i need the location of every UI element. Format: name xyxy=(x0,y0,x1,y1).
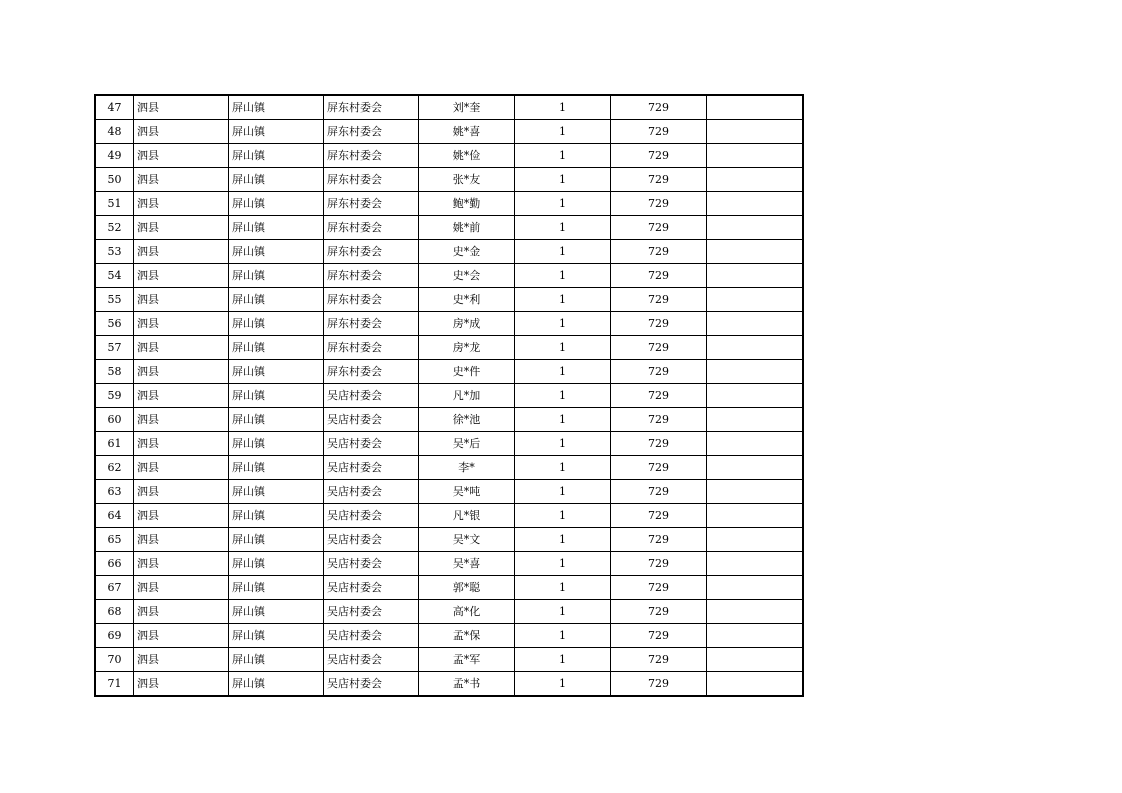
row-number-cell: 55 xyxy=(95,288,134,312)
count-cell: 1 xyxy=(515,95,611,120)
table-row xyxy=(95,360,803,384)
village-cell: 屏东村委会 xyxy=(324,264,419,288)
person-name-cell: 史*金 xyxy=(419,240,515,264)
row-number-cell: 67 xyxy=(95,576,134,600)
note-cell xyxy=(707,672,804,697)
amount-cell: 729 xyxy=(611,360,707,384)
row-number-cell: 62 xyxy=(95,456,134,480)
village-cell: 屏东村委会 xyxy=(324,360,419,384)
person-name-cell: 孟*军 xyxy=(419,648,515,672)
person-name-cell: 凡*加 xyxy=(419,384,515,408)
village-cell: 屏东村委会 xyxy=(324,312,419,336)
county-cell: 泗县 xyxy=(134,168,229,192)
amount-cell: 729 xyxy=(611,120,707,144)
row-number-cell: 56 xyxy=(95,312,134,336)
table-row xyxy=(95,240,803,264)
person-name-cell: 刘*奎 xyxy=(419,95,515,120)
note-cell xyxy=(707,456,804,480)
table-row xyxy=(95,600,803,624)
row-number-cell: 64 xyxy=(95,504,134,528)
county-cell: 泗县 xyxy=(134,408,229,432)
town-cell: 屏山镇 xyxy=(229,600,324,624)
data-sheet xyxy=(94,94,804,697)
village-cell: 吴店村委会 xyxy=(324,456,419,480)
amount-cell: 729 xyxy=(611,624,707,648)
village-cell: 吴店村委会 xyxy=(324,552,419,576)
county-cell: 泗县 xyxy=(134,288,229,312)
person-name-cell: 凡*银 xyxy=(419,504,515,528)
village-cell: 屏东村委会 xyxy=(324,95,419,120)
amount-cell: 729 xyxy=(611,576,707,600)
person-name-cell: 吴*喜 xyxy=(419,552,515,576)
amount-cell: 729 xyxy=(611,600,707,624)
table-row xyxy=(95,336,803,360)
person-name-cell: 房*龙 xyxy=(419,336,515,360)
note-cell xyxy=(707,240,804,264)
person-name-cell: 房*成 xyxy=(419,312,515,336)
note-cell xyxy=(707,264,804,288)
note-cell xyxy=(707,95,804,120)
person-name-cell: 徐*池 xyxy=(419,408,515,432)
table-row xyxy=(95,624,803,648)
village-cell: 屏东村委会 xyxy=(324,336,419,360)
count-cell: 1 xyxy=(515,528,611,552)
count-cell: 1 xyxy=(515,480,611,504)
count-cell: 1 xyxy=(515,144,611,168)
person-name-cell: 孟*书 xyxy=(419,672,515,697)
county-cell: 泗县 xyxy=(134,384,229,408)
county-cell: 泗县 xyxy=(134,456,229,480)
row-number-cell: 59 xyxy=(95,384,134,408)
county-cell: 泗县 xyxy=(134,240,229,264)
count-cell: 1 xyxy=(515,408,611,432)
town-cell: 屏山镇 xyxy=(229,480,324,504)
note-cell xyxy=(707,552,804,576)
county-cell: 泗县 xyxy=(134,600,229,624)
person-name-cell: 史*件 xyxy=(419,360,515,384)
note-cell xyxy=(707,576,804,600)
row-number-cell: 48 xyxy=(95,120,134,144)
person-name-cell: 史*利 xyxy=(419,288,515,312)
table-row xyxy=(95,576,803,600)
note-cell xyxy=(707,600,804,624)
county-cell: 泗县 xyxy=(134,552,229,576)
amount-cell: 729 xyxy=(611,648,707,672)
row-number-cell: 66 xyxy=(95,552,134,576)
note-cell xyxy=(707,384,804,408)
count-cell: 1 xyxy=(515,264,611,288)
village-cell: 屏东村委会 xyxy=(324,288,419,312)
row-number-cell: 49 xyxy=(95,144,134,168)
row-number-cell: 60 xyxy=(95,408,134,432)
town-cell: 屏山镇 xyxy=(229,456,324,480)
note-cell xyxy=(707,480,804,504)
county-cell: 泗县 xyxy=(134,480,229,504)
village-cell: 吴店村委会 xyxy=(324,408,419,432)
amount-cell: 729 xyxy=(611,480,707,504)
county-cell: 泗县 xyxy=(134,192,229,216)
subsidy-table xyxy=(94,94,804,697)
note-cell xyxy=(707,288,804,312)
amount-cell: 729 xyxy=(611,456,707,480)
row-number-cell: 53 xyxy=(95,240,134,264)
note-cell xyxy=(707,408,804,432)
amount-cell: 729 xyxy=(611,336,707,360)
table-row xyxy=(95,504,803,528)
count-cell: 1 xyxy=(515,120,611,144)
town-cell: 屏山镇 xyxy=(229,384,324,408)
village-cell: 吴店村委会 xyxy=(324,600,419,624)
person-name-cell: 吴*吨 xyxy=(419,480,515,504)
person-name-cell: 吴*后 xyxy=(419,432,515,456)
person-name-cell: 孟*保 xyxy=(419,624,515,648)
table-row xyxy=(95,456,803,480)
table-row xyxy=(95,144,803,168)
amount-cell: 729 xyxy=(611,144,707,168)
amount-cell: 729 xyxy=(611,312,707,336)
note-cell xyxy=(707,504,804,528)
row-number-cell: 65 xyxy=(95,528,134,552)
county-cell: 泗县 xyxy=(134,264,229,288)
count-cell: 1 xyxy=(515,240,611,264)
note-cell xyxy=(707,360,804,384)
note-cell xyxy=(707,168,804,192)
amount-cell: 729 xyxy=(611,264,707,288)
county-cell: 泗县 xyxy=(134,144,229,168)
person-name-cell: 郭*聪 xyxy=(419,576,515,600)
village-cell: 吴店村委会 xyxy=(324,384,419,408)
table-row xyxy=(95,408,803,432)
table-row xyxy=(95,648,803,672)
town-cell: 屏山镇 xyxy=(229,552,324,576)
amount-cell: 729 xyxy=(611,672,707,697)
row-number-cell: 51 xyxy=(95,192,134,216)
person-name-cell: 吴*文 xyxy=(419,528,515,552)
note-cell xyxy=(707,120,804,144)
note-cell xyxy=(707,216,804,240)
amount-cell: 729 xyxy=(611,216,707,240)
table-row xyxy=(95,216,803,240)
village-cell: 吴店村委会 xyxy=(324,624,419,648)
village-cell: 吴店村委会 xyxy=(324,648,419,672)
town-cell: 屏山镇 xyxy=(229,192,324,216)
row-number-cell: 58 xyxy=(95,360,134,384)
town-cell: 屏山镇 xyxy=(229,432,324,456)
village-cell: 吴店村委会 xyxy=(324,528,419,552)
village-cell: 屏东村委会 xyxy=(324,216,419,240)
county-cell: 泗县 xyxy=(134,624,229,648)
town-cell: 屏山镇 xyxy=(229,264,324,288)
county-cell: 泗县 xyxy=(134,432,229,456)
county-cell: 泗县 xyxy=(134,216,229,240)
person-name-cell: 李* xyxy=(419,456,515,480)
row-number-cell: 70 xyxy=(95,648,134,672)
count-cell: 1 xyxy=(515,336,611,360)
note-cell xyxy=(707,648,804,672)
county-cell: 泗县 xyxy=(134,360,229,384)
row-number-cell: 52 xyxy=(95,216,134,240)
table-row xyxy=(95,288,803,312)
count-cell: 1 xyxy=(515,504,611,528)
count-cell: 1 xyxy=(515,600,611,624)
town-cell: 屏山镇 xyxy=(229,336,324,360)
county-cell: 泗县 xyxy=(134,336,229,360)
village-cell: 吴店村委会 xyxy=(324,480,419,504)
table-row xyxy=(95,120,803,144)
table-row xyxy=(95,312,803,336)
amount-cell: 729 xyxy=(611,552,707,576)
person-name-cell: 高*化 xyxy=(419,600,515,624)
amount-cell: 729 xyxy=(611,192,707,216)
town-cell: 屏山镇 xyxy=(229,624,324,648)
table-row xyxy=(95,384,803,408)
count-cell: 1 xyxy=(515,288,611,312)
village-cell: 屏东村委会 xyxy=(324,240,419,264)
amount-cell: 729 xyxy=(611,432,707,456)
village-cell: 屏东村委会 xyxy=(324,192,419,216)
row-number-cell: 47 xyxy=(95,95,134,120)
person-name-cell: 姚*俭 xyxy=(419,144,515,168)
count-cell: 1 xyxy=(515,624,611,648)
count-cell: 1 xyxy=(515,432,611,456)
table-body xyxy=(95,95,803,696)
amount-cell: 729 xyxy=(611,95,707,120)
town-cell: 屏山镇 xyxy=(229,144,324,168)
amount-cell: 729 xyxy=(611,384,707,408)
village-cell: 屏东村委会 xyxy=(324,168,419,192)
county-cell: 泗县 xyxy=(134,120,229,144)
county-cell: 泗县 xyxy=(134,648,229,672)
note-cell xyxy=(707,192,804,216)
count-cell: 1 xyxy=(515,360,611,384)
count-cell: 1 xyxy=(515,168,611,192)
note-cell xyxy=(707,336,804,360)
row-number-cell: 68 xyxy=(95,600,134,624)
count-cell: 1 xyxy=(515,672,611,697)
count-cell: 1 xyxy=(515,216,611,240)
town-cell: 屏山镇 xyxy=(229,216,324,240)
note-cell xyxy=(707,432,804,456)
amount-cell: 729 xyxy=(611,528,707,552)
table-row xyxy=(95,264,803,288)
row-number-cell: 69 xyxy=(95,624,134,648)
town-cell: 屏山镇 xyxy=(229,360,324,384)
table-row xyxy=(95,480,803,504)
person-name-cell: 姚*喜 xyxy=(419,120,515,144)
town-cell: 屏山镇 xyxy=(229,288,324,312)
amount-cell: 729 xyxy=(611,288,707,312)
county-cell: 泗县 xyxy=(134,504,229,528)
county-cell: 泗县 xyxy=(134,312,229,336)
table-row xyxy=(95,528,803,552)
person-name-cell: 张*友 xyxy=(419,168,515,192)
village-cell: 屏东村委会 xyxy=(324,144,419,168)
amount-cell: 729 xyxy=(611,504,707,528)
count-cell: 1 xyxy=(515,648,611,672)
row-number-cell: 61 xyxy=(95,432,134,456)
town-cell: 屏山镇 xyxy=(229,95,324,120)
count-cell: 1 xyxy=(515,552,611,576)
town-cell: 屏山镇 xyxy=(229,120,324,144)
table-row xyxy=(95,168,803,192)
town-cell: 屏山镇 xyxy=(229,672,324,697)
row-number-cell: 63 xyxy=(95,480,134,504)
town-cell: 屏山镇 xyxy=(229,576,324,600)
town-cell: 屏山镇 xyxy=(229,408,324,432)
town-cell: 屏山镇 xyxy=(229,504,324,528)
table-row xyxy=(95,192,803,216)
village-cell: 吴店村委会 xyxy=(324,672,419,697)
village-cell: 屏东村委会 xyxy=(324,120,419,144)
county-cell: 泗县 xyxy=(134,95,229,120)
count-cell: 1 xyxy=(515,312,611,336)
row-number-cell: 71 xyxy=(95,672,134,697)
person-name-cell: 史*会 xyxy=(419,264,515,288)
person-name-cell: 姚*前 xyxy=(419,216,515,240)
person-name-cell: 鲍*勤 xyxy=(419,192,515,216)
count-cell: 1 xyxy=(515,192,611,216)
note-cell xyxy=(707,528,804,552)
town-cell: 屏山镇 xyxy=(229,528,324,552)
town-cell: 屏山镇 xyxy=(229,168,324,192)
note-cell xyxy=(707,624,804,648)
village-cell: 吴店村委会 xyxy=(324,576,419,600)
note-cell xyxy=(707,312,804,336)
village-cell: 吴店村委会 xyxy=(324,504,419,528)
count-cell: 1 xyxy=(515,456,611,480)
amount-cell: 729 xyxy=(611,168,707,192)
table-row xyxy=(95,432,803,456)
note-cell xyxy=(707,144,804,168)
town-cell: 屏山镇 xyxy=(229,312,324,336)
row-number-cell: 50 xyxy=(95,168,134,192)
county-cell: 泗县 xyxy=(134,672,229,697)
count-cell: 1 xyxy=(515,384,611,408)
table-row xyxy=(95,552,803,576)
county-cell: 泗县 xyxy=(134,576,229,600)
county-cell: 泗县 xyxy=(134,528,229,552)
count-cell: 1 xyxy=(515,576,611,600)
amount-cell: 729 xyxy=(611,240,707,264)
village-cell: 吴店村委会 xyxy=(324,432,419,456)
amount-cell: 729 xyxy=(611,408,707,432)
town-cell: 屏山镇 xyxy=(229,648,324,672)
table-row xyxy=(95,95,803,120)
row-number-cell: 57 xyxy=(95,336,134,360)
town-cell: 屏山镇 xyxy=(229,240,324,264)
table-row xyxy=(95,672,803,697)
row-number-cell: 54 xyxy=(95,264,134,288)
